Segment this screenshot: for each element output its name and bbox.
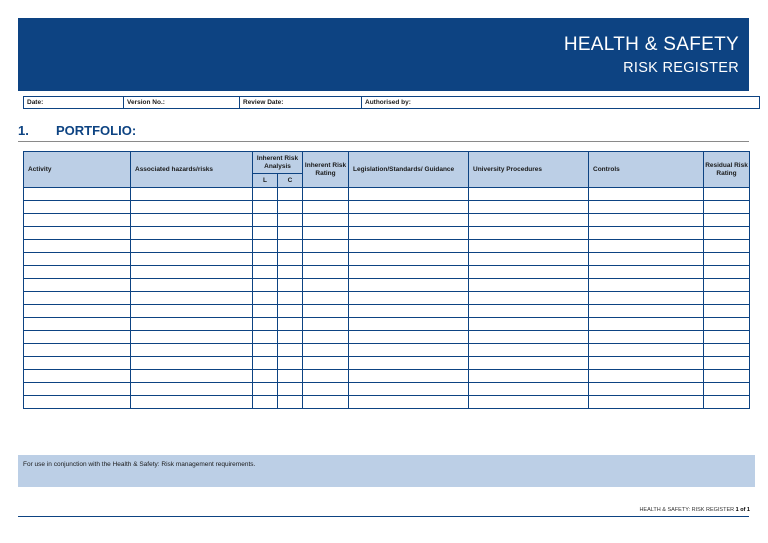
metadata-bar <box>23 96 760 109</box>
table-cell[interactable] <box>303 344 349 357</box>
table-cell[interactable] <box>469 292 589 305</box>
table-cell[interactable] <box>704 227 750 240</box>
table-cell[interactable] <box>253 227 278 240</box>
table-cell[interactable] <box>253 188 278 201</box>
table-row <box>24 305 750 318</box>
table-cell[interactable] <box>253 305 278 318</box>
table-cell[interactable] <box>349 279 469 292</box>
col-header-inherent-analysis: Inherent Risk Analysis <box>253 152 303 174</box>
table-cell[interactable] <box>131 370 253 383</box>
table-cell[interactable] <box>131 279 253 292</box>
table-cell[interactable] <box>589 305 704 318</box>
table-cell[interactable] <box>24 331 131 344</box>
table-cell[interactable] <box>303 201 349 214</box>
table-cell[interactable] <box>24 253 131 266</box>
table-cell[interactable] <box>278 266 303 279</box>
table-cell[interactable] <box>349 396 469 409</box>
table-cell[interactable] <box>24 279 131 292</box>
table-cell[interactable] <box>589 240 704 253</box>
table-cell[interactable] <box>278 357 303 370</box>
table-cell[interactable] <box>303 357 349 370</box>
table-cell[interactable] <box>24 344 131 357</box>
table-cell[interactable] <box>253 318 278 331</box>
table-cell[interactable] <box>131 266 253 279</box>
table-cell[interactable] <box>589 188 704 201</box>
table-cell[interactable] <box>469 305 589 318</box>
table-cell[interactable] <box>278 331 303 344</box>
table-cell[interactable] <box>469 396 589 409</box>
table-cell[interactable] <box>589 331 704 344</box>
footer-label: HEALTH & SAFETY: RISK REGISTER <box>639 507 736 513</box>
table-cell[interactable] <box>704 396 750 409</box>
table-cell[interactable] <box>253 201 278 214</box>
table-cell[interactable] <box>303 396 349 409</box>
table-cell[interactable] <box>131 344 253 357</box>
table-cell[interactable] <box>589 266 704 279</box>
usage-note: For use in conjunction with the Health & Safety: Risk management requirements. <box>18 455 755 487</box>
table-cell[interactable] <box>131 292 253 305</box>
table-cell[interactable] <box>303 253 349 266</box>
table-cell[interactable] <box>589 253 704 266</box>
table-cell[interactable] <box>253 253 278 266</box>
table-cell[interactable] <box>704 188 750 201</box>
table-cell[interactable] <box>349 383 469 396</box>
table-cell[interactable] <box>469 331 589 344</box>
table-row <box>24 266 750 279</box>
table-row <box>24 279 750 292</box>
table-cell[interactable] <box>24 370 131 383</box>
table-cell[interactable] <box>704 292 750 305</box>
table-cell[interactable] <box>303 188 349 201</box>
table-cell[interactable] <box>349 201 469 214</box>
table-cell[interactable] <box>278 383 303 396</box>
table-cell[interactable] <box>278 201 303 214</box>
risk-register-table <box>23 151 750 409</box>
section-title: PORTFOLIO: <box>56 123 137 138</box>
table-cell[interactable] <box>469 253 589 266</box>
table-cell[interactable] <box>589 396 704 409</box>
section-number: 1. <box>18 123 29 138</box>
table-row <box>24 370 750 383</box>
table-cell[interactable] <box>469 370 589 383</box>
table-cell[interactable] <box>349 266 469 279</box>
table-cell[interactable] <box>24 266 131 279</box>
table-cell[interactable] <box>253 396 278 409</box>
table-cell[interactable] <box>469 227 589 240</box>
table-cell[interactable] <box>589 201 704 214</box>
table-cell[interactable] <box>589 370 704 383</box>
table-cell[interactable] <box>278 227 303 240</box>
table-cell[interactable] <box>253 357 278 370</box>
version-field[interactable]: Version No.: <box>124 97 240 108</box>
table-cell[interactable] <box>589 279 704 292</box>
col-header-residual-rating: Residual Risk Rating <box>704 152 750 188</box>
table-row <box>24 227 750 240</box>
table-cell[interactable] <box>589 292 704 305</box>
col-header-activity: Activity <box>24 152 131 188</box>
table-cell[interactable] <box>469 344 589 357</box>
table-cell[interactable] <box>253 214 278 227</box>
table-cell[interactable] <box>704 383 750 396</box>
table-cell[interactable] <box>589 357 704 370</box>
table-cell[interactable] <box>303 370 349 383</box>
col-header-procedures: University Procedures <box>469 152 589 188</box>
table-cell[interactable] <box>278 279 303 292</box>
table-row <box>24 344 750 357</box>
table-cell[interactable] <box>589 214 704 227</box>
table-cell[interactable] <box>349 227 469 240</box>
table-cell[interactable] <box>253 292 278 305</box>
page-number: 1 of 1 <box>735 507 750 513</box>
table-cell[interactable] <box>469 279 589 292</box>
table-row <box>24 214 750 227</box>
header-banner <box>18 18 749 91</box>
col-header-controls: Controls <box>589 152 704 188</box>
table-row <box>24 188 750 201</box>
table-cell[interactable] <box>349 331 469 344</box>
table-row <box>24 201 750 214</box>
table-cell[interactable] <box>278 188 303 201</box>
table-cell[interactable] <box>704 344 750 357</box>
table-row <box>24 318 750 331</box>
table-cell[interactable] <box>131 357 253 370</box>
table-cell[interactable] <box>303 240 349 253</box>
section-heading <box>18 120 749 142</box>
table-cell[interactable] <box>704 305 750 318</box>
table-body <box>24 188 750 409</box>
table-cell[interactable] <box>303 227 349 240</box>
table-cell[interactable] <box>24 201 131 214</box>
table-cell[interactable] <box>278 214 303 227</box>
table-cell[interactable] <box>349 214 469 227</box>
table-cell[interactable] <box>131 305 253 318</box>
table-cell[interactable] <box>131 383 253 396</box>
table-cell[interactable] <box>349 292 469 305</box>
authorised-by-field[interactable]: Authorised by: <box>365 99 411 106</box>
table-cell[interactable] <box>704 370 750 383</box>
table-cell[interactable] <box>303 305 349 318</box>
table-cell[interactable] <box>24 318 131 331</box>
table-row <box>24 396 750 409</box>
table-cell[interactable] <box>303 318 349 331</box>
table-cell[interactable] <box>24 188 131 201</box>
table-cell[interactable] <box>469 201 589 214</box>
table-cell[interactable] <box>131 253 253 266</box>
table-cell[interactable] <box>131 240 253 253</box>
col-header-likelihood: L <box>253 174 278 188</box>
table-cell[interactable] <box>704 201 750 214</box>
table-cell[interactable] <box>24 227 131 240</box>
table-row <box>24 253 750 266</box>
table-cell[interactable] <box>349 188 469 201</box>
table-cell[interactable] <box>24 214 131 227</box>
table-cell[interactable] <box>469 188 589 201</box>
table-cell[interactable] <box>704 240 750 253</box>
table-cell[interactable] <box>704 357 750 370</box>
table-cell[interactable] <box>278 344 303 357</box>
table-cell[interactable] <box>704 318 750 331</box>
table-cell[interactable] <box>704 331 750 344</box>
table-cell[interactable] <box>278 396 303 409</box>
table-cell[interactable] <box>253 266 278 279</box>
table-cell[interactable] <box>131 318 253 331</box>
table-cell[interactable] <box>131 214 253 227</box>
table-cell[interactable] <box>303 383 349 396</box>
table-cell[interactable] <box>589 383 704 396</box>
table-cell[interactable] <box>349 240 469 253</box>
table-row <box>24 240 750 253</box>
table-cell[interactable] <box>131 331 253 344</box>
col-header-legislation: Legislation/Standards/ Guidance <box>349 152 469 188</box>
page-footer <box>639 507 750 513</box>
table-cell[interactable] <box>253 370 278 383</box>
table-cell[interactable] <box>278 318 303 331</box>
table-cell[interactable] <box>131 227 253 240</box>
table-cell[interactable] <box>349 305 469 318</box>
table-cell[interactable] <box>704 214 750 227</box>
table-cell[interactable] <box>469 240 589 253</box>
col-header-hazards: Associated hazards/risks <box>131 152 253 188</box>
table-cell[interactable] <box>303 214 349 227</box>
table-cell[interactable] <box>131 396 253 409</box>
table-cell[interactable] <box>278 240 303 253</box>
table-cell[interactable] <box>278 370 303 383</box>
table-cell[interactable] <box>303 331 349 344</box>
col-header-consequence: C <box>278 174 303 188</box>
table-cell[interactable] <box>24 357 131 370</box>
table-row <box>24 357 750 370</box>
table-cell[interactable] <box>589 227 704 240</box>
table-cell[interactable] <box>253 279 278 292</box>
table-cell[interactable] <box>589 318 704 331</box>
table-cell[interactable] <box>704 266 750 279</box>
table-cell[interactable] <box>24 292 131 305</box>
table-row <box>24 383 750 396</box>
table-cell[interactable] <box>253 331 278 344</box>
table-cell[interactable] <box>278 305 303 318</box>
footer-divider <box>18 516 749 517</box>
table-cell[interactable] <box>469 318 589 331</box>
table-cell[interactable] <box>24 383 131 396</box>
table-cell[interactable] <box>131 201 253 214</box>
table-cell[interactable] <box>278 253 303 266</box>
table-cell[interactable] <box>131 188 253 201</box>
review-date-field[interactable]: Review Date: <box>240 97 362 108</box>
date-field[interactable]: Date: <box>24 97 124 108</box>
document-title: HEALTH & SAFETY <box>563 34 739 55</box>
table-cell[interactable] <box>349 370 469 383</box>
table-cell[interactable] <box>704 253 750 266</box>
table-cell[interactable] <box>349 318 469 331</box>
table-cell[interactable] <box>24 240 131 253</box>
table-cell[interactable] <box>253 383 278 396</box>
table-cell[interactable] <box>704 279 750 292</box>
table-cell[interactable] <box>253 240 278 253</box>
table-cell[interactable] <box>24 396 131 409</box>
table-cell[interactable] <box>349 253 469 266</box>
table-cell[interactable] <box>303 279 349 292</box>
table-cell[interactable] <box>469 383 589 396</box>
table-cell[interactable] <box>469 214 589 227</box>
table-cell[interactable] <box>589 344 704 357</box>
table-cell[interactable] <box>303 292 349 305</box>
table-cell[interactable] <box>469 266 589 279</box>
document-subtitle: RISK REGISTER <box>623 60 739 76</box>
table-cell[interactable] <box>349 344 469 357</box>
table-cell[interactable] <box>24 305 131 318</box>
table-cell[interactable] <box>303 266 349 279</box>
table-cell[interactable] <box>349 357 469 370</box>
table-cell[interactable] <box>278 292 303 305</box>
table-cell[interactable] <box>253 344 278 357</box>
table-row <box>24 292 750 305</box>
table-cell[interactable] <box>469 357 589 370</box>
table-row <box>24 331 750 344</box>
col-header-inherent-rating: Inherent Risk Rating <box>303 152 349 188</box>
